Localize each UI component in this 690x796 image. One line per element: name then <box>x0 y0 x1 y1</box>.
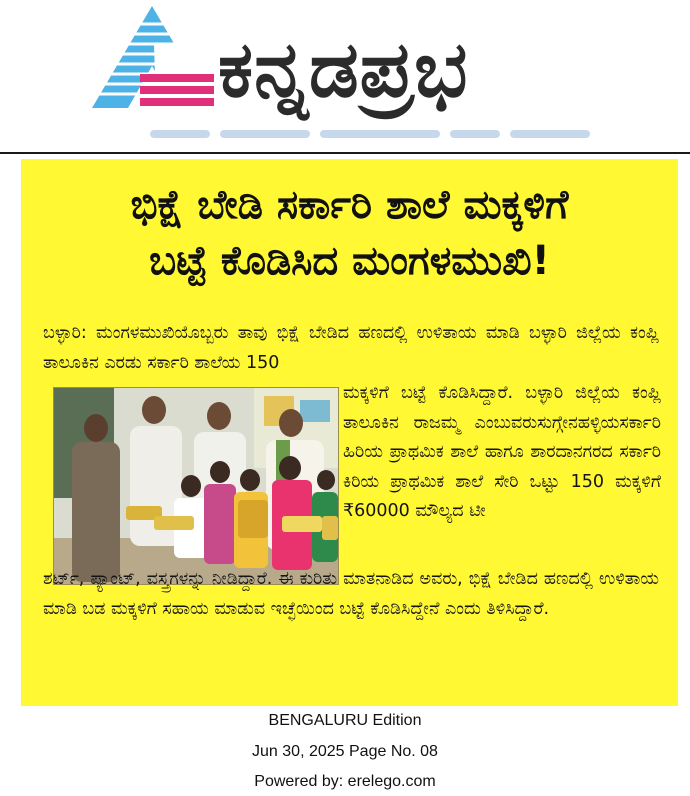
masthead <box>0 0 690 152</box>
article-photo <box>53 387 339 585</box>
article-headline <box>21 177 678 289</box>
masthead-underline-decoration <box>150 128 590 140</box>
kannada-prabha-triangle-logo <box>92 4 222 112</box>
masthead-title: ಕನ್ನಡಪ್ರಭ <box>218 25 469 115</box>
photo-illustration <box>54 388 338 584</box>
article-paragraph-intro: ಬಳ್ಳಾರಿ: ಮಂಗಳಮುಖಿಯೊಬ್ಬರು ತಾವು ಭಿಕ್ಷೆ ಬೇಡಿದ ಹಣದಲ್ಲಿ ಉಳಿತಾಯ ಮಾಡಿ ಬಳ್ಳಾರಿ ಜಿಲ್ಲೆಯ ಕಂಪ್ಲಿ ತಾಲೂಕಿನ ಎರಡು ಸರ್ಕಾರಿ ಶಾಲೆಯ 150 <box>43 323 659 373</box>
powered-by-label: Powered by: erelego.com <box>254 773 436 790</box>
masthead-divider <box>0 152 690 154</box>
edition-label: BENGALURU Edition <box>268 712 422 729</box>
article-paragraph-closing: ಶರ್ಟ್, ಪ್ಯಾಂಟ್, ವಸ್ತ್ರಗಳನ್ನು ನೀಡಿದ್ದಾರೆ. ಈ ಕುರಿತು ಮಾತನಾಡಿದ ಅವರು, ಭಿಕ್ಷೆ ಬೇಡಿದ ಹಣದಲ್ಲಿ ಉಳಿತಾಯ ಮಾಡಿ ಬಡ ಮಕ್ಕಳಿಗೆ ಸಹಾಯ ಮಾಡುವ ಇಚ್ಛೆಯಿಂದ ಬಟ್ಟೆ ಕೊಡಿಸಿದ್ದೇನೆ ಎಂದು ತಿಳಿಸಿದ್ದಾರೆ. <box>43 569 659 619</box>
headline-line-1: ಭಿಕ್ಷೆ ಬೇಡಿ ಸರ್ಕಾರಿ ಶಾಲೆ ಮಕ್ಕಳಿಗೆ <box>130 182 569 228</box>
article-paragraph-beside-photo: ಮಕ್ಕಳಿಗೆ ಬಟ್ಟೆ ಕೊಡಿಸಿದ್ದಾರೆ. ಬಳ್ಳಾರಿ ಜಿಲ್ಲೆಯ ಕಂಪ್ಲಿ ತಾಲೂಕಿನ ರಾಜಮ್ಮ ಎಂಬುವರುಸುಗ್ಗೇನಹಳ್ಳಿಯಸರ್ಕಾರಿ ಹಿರಿಯ ಪ್ರಾಥಮಿಕ ಶಾಲೆ ಹಾಗೂ ಶಾರದಾನಗರದ ಸರ್ಕಾರಿ ಕಿರಿಯ ಪ್ರಾಥಮಿಕ ಶಾಲೆ ಸೇರಿ ಒಟ್ಟು 150 ಮಕ್ಕಳಿಗೆ ₹60000 ಮೌಲ್ಯದ ಟೀ <box>343 383 661 521</box>
date-page-label: Jun 30, 2025 Page No. 08 <box>252 743 438 760</box>
news-article <box>21 159 678 706</box>
headline-line-2: ಬಟ್ಟೆ ಕೊಡಿಸಿದ ಮಂಗಳಮುಖಿ! <box>149 238 550 284</box>
